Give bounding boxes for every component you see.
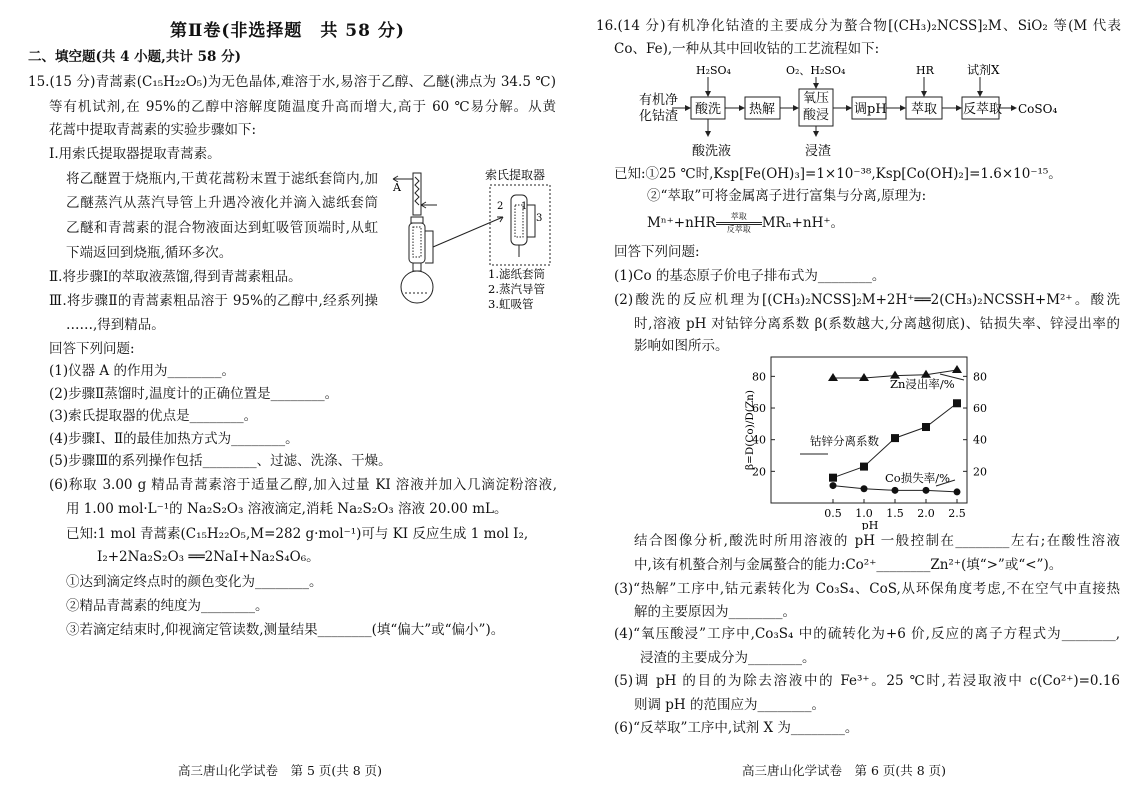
question: 中,该有机螯合剂与金属螯合的能力:Co²⁺________Zn²⁺(填“>”或“<”)。	[634, 557, 1063, 573]
square-marker	[922, 423, 930, 431]
question: (2)步骤Ⅱ蒸馏时,温度计的正确位置是________。	[49, 386, 339, 402]
question: (1)Co 的基态原子价电子排布式为________。	[614, 268, 886, 284]
flow-start: 有机净	[639, 93, 679, 108]
triangle-marker	[952, 365, 962, 373]
flow-box-extraction: 萃取	[911, 102, 938, 117]
label-3: 3	[536, 213, 543, 224]
question-6: ②精品青蒿素的纯度为________。	[66, 598, 269, 614]
page-footer: 高三唐山化学试卷 第 6 页(共 8 页)	[742, 763, 947, 778]
question: 解的主要原因为________。	[634, 604, 796, 620]
question: 影响如图所示。	[634, 338, 729, 354]
triangle-marker	[828, 373, 838, 381]
y-axis-label: β=D(Co)/D(Zn)	[744, 389, 756, 471]
step-3: ……,得到精品。	[66, 317, 165, 333]
question: (4)步骤Ⅰ、Ⅱ的最佳加热方式为________。	[49, 431, 299, 447]
y-tick-label: 80	[752, 370, 766, 384]
step-1: Ⅰ.用索氏提取器提取青蒿素。	[49, 146, 221, 162]
process-flow-diagram	[630, 60, 1110, 160]
question-6: (6)称取 3.00 g 精品青蒿素溶于适量乙醇,加入过量 KI 溶液并加入几滴淀粉溶液,	[49, 477, 557, 493]
step-3: Ⅲ.将步骤Ⅱ的青蒿素粗品溶于 95%的乙醇中,经系列操	[49, 293, 378, 309]
x-tick-label: 0.5	[824, 507, 842, 520]
question: (3)索氏提取器的优点是________。	[49, 408, 258, 424]
square-marker	[860, 463, 868, 471]
label-2: 2	[497, 201, 504, 212]
label-1: 1	[521, 201, 528, 212]
section-heading: 二、填空题(共 4 小题,共计 58 分)	[28, 49, 241, 65]
question-6: 用 1.00 mol·L⁻¹的 Na₂S₂O₃ 溶液滴定,消耗 Na₂S₂O₃ 溶液 20.00 mL。	[66, 501, 508, 517]
question: (1)仪器 A 的作用为________。	[49, 363, 235, 379]
label-a: A	[393, 181, 401, 194]
y2-tick-label: 60	[973, 402, 987, 416]
y-tick-label: 20	[752, 465, 766, 479]
flow-box-oxygen-leach: 氧压酸浸	[803, 91, 830, 123]
flow-input: O₂、H₂SO₄	[786, 64, 846, 77]
flow-output: 酸洗液	[692, 144, 732, 159]
flow-output: 浸渣	[805, 144, 832, 159]
flow-product: CoSO₄	[1018, 102, 1058, 116]
known-condition: 已知:①25 ℃时,Ksp[Fe(OH)₃]=1×10⁻³⁸,Ksp[Co(OH)₂]=1.6×10⁻¹⁵。	[614, 166, 1062, 182]
q15-line: 15.(15 分)青蒿素(C₁₅H₂₂O₅)为无色晶体,难溶于水,易溶于乙醇、乙醚(沸点为 34.5 ℃)	[28, 74, 556, 90]
equation-right: MRₙ+nH⁺。	[761, 215, 844, 231]
extraction-equation	[647, 213, 844, 234]
y2-tick-label: 80	[973, 370, 987, 384]
equation-left: Mⁿ⁺+nHR	[647, 215, 716, 231]
step-1-text: 乙醚蒸汽从蒸汽导管上升遇冷液化并滴入滤纸套筒	[66, 195, 378, 211]
question: (2)酸洗的反应机理为[(CH₃)₂NCSS]₂M+2H⁺══2(CH₃)₂NCSSH+M²⁺。酸洗	[614, 292, 1120, 308]
x-tick-label: 2.5	[948, 507, 966, 520]
section-title: 第Ⅱ卷(非选择题 共 58 分)	[170, 21, 405, 41]
circle-marker	[830, 482, 837, 489]
question: (3)“热解”工序中,钴元素转化为 Co₃S₄、CoS,从环保角度考虑,不在空气中直接热	[614, 581, 1120, 597]
circle-marker	[954, 488, 961, 495]
step-1-text: 下端返回到烧瓶,循环多次。	[66, 245, 233, 261]
question: 则调 pH 的范围应为________。	[634, 697, 825, 713]
x-tick-label: 1.0	[855, 507, 873, 520]
flow-input: H₂SO₄	[696, 64, 731, 77]
question: 时,溶液 pH 对钴锌分离系数 β(系数越大,分离越彻底)、钴损失率、锌浸出率的	[634, 316, 1120, 332]
known-condition: ②“萃取”可将金属离子进行富集与分离,原理为:	[647, 188, 927, 204]
question: 结合图像分析,酸洗时所用溶液的 pH 一般控制在________左右;在酸性溶液	[634, 533, 1120, 549]
x-tick-label: 2.0	[917, 507, 935, 520]
question: 浸渣的主要成分为________。	[640, 650, 816, 666]
step-1-text: 将乙醚置于烧瓶内,干黄花蒿粉末置于滤纸套筒内,加	[66, 171, 378, 187]
flow-box-pyrolysis: 热解	[749, 102, 776, 117]
y-tick-label: 40	[752, 433, 766, 447]
figure-legend: 2.蒸汽导管	[488, 282, 545, 296]
flow-box-acid-wash: 酸洗	[695, 102, 722, 117]
figure-legend: 1.滤纸套筒	[488, 267, 545, 281]
question-6: ③若滴定结束时,仰视滴定管读数,测量结果________(填“偏大”或“偏小”)。	[66, 622, 505, 638]
figure-title: 索氏提取器	[485, 168, 546, 182]
triangle-marker	[859, 373, 869, 381]
square-marker	[829, 474, 837, 482]
y2-tick-label: 40	[973, 433, 987, 447]
answer-intro: 回答下列问题:	[49, 341, 135, 357]
question-6: 已知:1 mol 青蒿素(C₁₅H₂₂O₅,M=282 g·mol⁻¹)可与 KI 反应生成 1 mol I₂,	[66, 526, 529, 542]
figure-legend: 3.虹吸管	[488, 297, 534, 310]
question-6: ①达到滴定终点时的颜色变化为________。	[66, 574, 323, 590]
q15-line: 等有机试剂,在 95%的乙醇中溶解度随温度升高而增大,高于 60 ℃易分解。从黄	[49, 99, 556, 115]
legend-separation-coefficient: 钴锌分离系数	[810, 434, 879, 448]
circle-marker	[861, 485, 868, 492]
legend-co-loss-rate: Co损失率/%	[885, 471, 951, 485]
equation-top: 萃取	[730, 212, 747, 221]
question: (5)调 pH 的目的为除去溶液中的 Fe³⁺。25 ℃时,若浸取液中 c(Co²⁺)=0.16	[614, 673, 1120, 689]
flow-box-adjust-ph: 调pH	[854, 102, 887, 117]
q15-line: 花蒿中提取青蒿素的实验步骤如下:	[49, 122, 257, 138]
q16-line: Co、Fe),一种从其中回收钴的工艺流程如下:	[614, 41, 880, 57]
question: (4)“氧压酸浸”工序中,Co₃S₄ 中的硫转化为+6 价,反应的离子方程式为________,	[614, 626, 1120, 642]
soxhlet-extractor-figure	[385, 165, 555, 310]
question: (5)步骤Ⅲ的系列操作包括________、过滤、洗涤、干燥。	[49, 453, 392, 469]
y2-tick-label: 20	[973, 465, 987, 479]
flow-box-back-extraction: 反萃取	[963, 102, 1003, 117]
step-1-text: 乙醚和青蒿素的混合物液面达到虹吸管顶端时,从虹	[66, 220, 378, 236]
question-6: I₂+2Na₂S₂O₃ ══2NaI+Na₂S₄O₆。	[97, 549, 320, 565]
q16-line: 16.(14 分)有机净化钴渣的主要成分为螯合物[(CH₃)₂NCSS]₂M、SiO₂ 等(M 代表	[596, 18, 1121, 34]
x-axis-label: pH	[861, 519, 879, 530]
page-footer: 高三唐山化学试卷 第 5 页(共 8 页)	[178, 763, 383, 778]
flow-start: 化钴渣	[639, 109, 679, 124]
square-marker	[891, 434, 899, 442]
step-2: Ⅱ.将步骤Ⅰ的萃取液蒸馏,得到青蒿素粗品。	[49, 269, 302, 285]
circle-marker	[892, 487, 899, 494]
legend-zn-leach-rate: Zn浸出率/%	[890, 377, 955, 391]
question: (6)“反萃取”工序中,试剂 X 为________。	[614, 720, 859, 736]
x-tick-label: 1.5	[886, 507, 904, 520]
equation-bottom: 反萃取	[726, 225, 751, 234]
square-marker	[953, 399, 961, 407]
flow-input: HR	[916, 64, 934, 77]
ph-effect-chart	[740, 350, 990, 530]
circle-marker	[923, 487, 930, 494]
y-tick-label: 60	[752, 402, 766, 416]
answer-intro: 回答下列问题:	[614, 244, 700, 260]
flow-input: 试剂X	[967, 63, 1000, 77]
